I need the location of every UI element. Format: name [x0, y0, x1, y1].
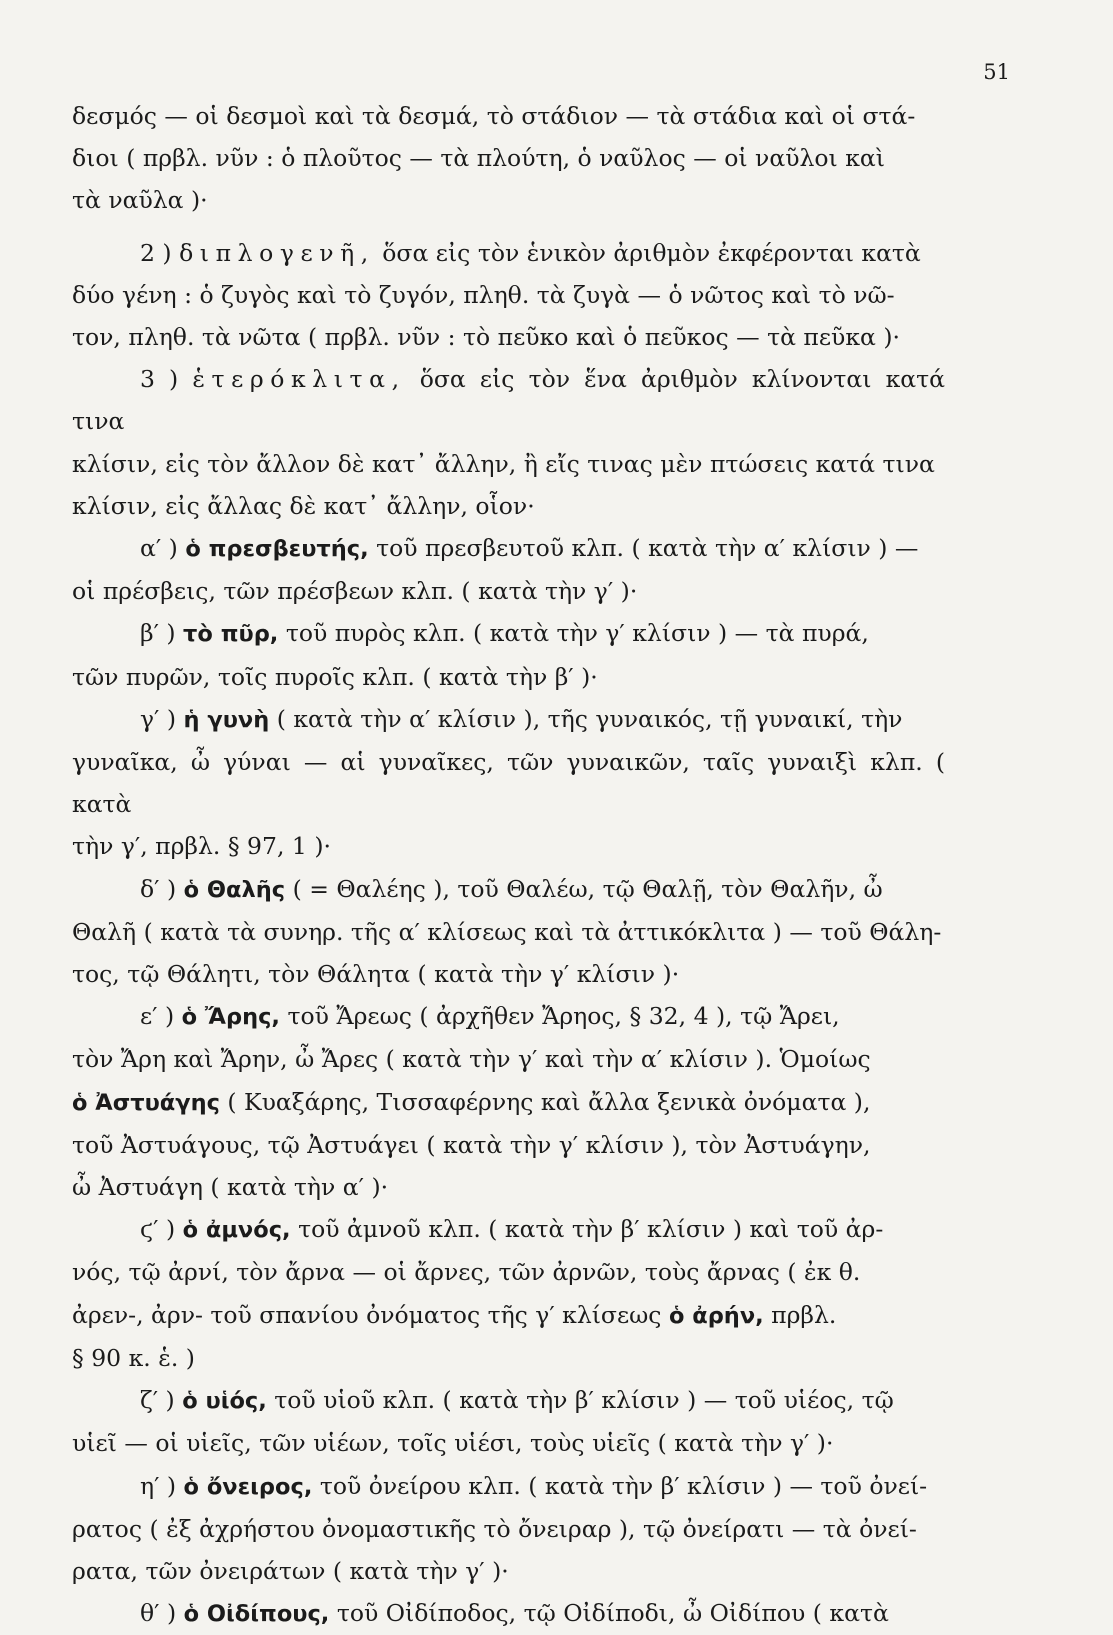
- text-line: ( = Θαλέης ), τοῦ Θαλέω, τῷ Θαλῇ, τὸν Θαλῆν, ὦ: [285, 874, 883, 903]
- entry-alpha: [72, 527, 945, 612]
- text-line: ρατα, τῶν ὀνειράτων ( κατὰ τὴν γ′ )·: [72, 1556, 509, 1585]
- entry-zeta: [72, 1379, 945, 1464]
- body-text: [72, 95, 945, 1635]
- text-line: τοῦ ἀμνοῦ κλπ. ( κατὰ τὴν β′ κλίσιν ) καὶ τοῦ ἀρ-: [290, 1215, 884, 1244]
- entry-eta: [72, 1465, 945, 1593]
- text-line: κλίσιν, εἰς τὸν ἄλλον δὲ κατ᾽ ἄλλην, ἢ εἴς τινας μὲν πτώσεις κατά τινα: [72, 449, 935, 478]
- entry-epsilon: [72, 995, 945, 1208]
- page-number: 51: [983, 60, 1010, 84]
- headword: ὁ Οἰδίπους,: [183, 1601, 330, 1628]
- text-line: ρατος ( ἐξ ἀχρήστου ὀνομαστικῆς τὸ ὄνειραρ ), τῷ ὀνείρατι — τὰ ὀνεί-: [72, 1514, 917, 1543]
- entry-label: α′ ): [140, 534, 178, 563]
- text-line: πρβλ.: [763, 1300, 837, 1329]
- entry-label: β′ ): [140, 619, 176, 648]
- text-line: § 90 κ. ἑ. ): [72, 1343, 195, 1372]
- text-line: κλίσιν, εἰς ἄλλας δὲ κατ᾽ ἄλλην, οἷον·: [72, 491, 535, 520]
- entry-label: γ′ ): [140, 704, 177, 733]
- text-line: τοῦ Οἰδίποδος, τῷ Οἰδίποδι, ὦ Οἰδίπου ( κατὰ: [329, 1599, 889, 1628]
- paragraph-diplogeni: [72, 232, 945, 359]
- text-line: τῶν πυρῶν, τοῖς πυροῖς κλπ. ( κατὰ τὴν β′ )·: [72, 662, 598, 691]
- headword: τὸ πῦρ,: [183, 621, 279, 648]
- entry-theta: [72, 1592, 945, 1635]
- text-line: τον, πληθ. τὰ νῶτα ( πρβλ. νῦν : τὸ πεῦκο καὶ ὁ πεῦκος — τὰ πεῦκα )·: [72, 323, 900, 352]
- text-line: τὴν γ′, πρβλ. § 97, 1 )·: [72, 832, 331, 861]
- text-line: υἱεῖ — οἱ υἱεῖς, τῶν υἱέων, τοῖς υἱέσι, τοὺς υἱεῖς ( κατὰ τὴν γ′ )·: [72, 1429, 834, 1458]
- text-line: τοῦ ὀνείρου κλπ. ( κατὰ τὴν β′ κλίσιν ) — τοῦ ὀνεί-: [312, 1471, 928, 1500]
- headword: ἡ γυνὴ: [183, 706, 270, 733]
- term-spaced: διπλογενῆ,: [179, 238, 375, 267]
- text-line: ὦ Ἀστυάγη ( κατὰ τὴν α′ )·: [72, 1173, 389, 1202]
- text-line: ( Κυαξάρης, Τισσαφέρνης καὶ ἄλλα ξενικὰ ὀνόματα ),: [219, 1087, 871, 1116]
- entry-gamma: [72, 698, 945, 868]
- text-line: τος, τῷ Θάλητι, τὸν Θάλητα ( κατὰ τὴν γ′ κλίσιν )·: [72, 960, 680, 989]
- text-line: τοῦ Ἀστυάγους, τῷ Ἀστυάγει ( κατὰ τὴν γ′ κλίσιν ), τὸν Ἀστυάγην,: [72, 1130, 871, 1159]
- text-line: δύο γένη : ὁ ζυγὸς καὶ τὸ ζυγόν, πληθ. τὰ ζυγὰ — ὁ νῶτος καὶ τὸ νῶ-: [72, 280, 895, 309]
- entry-label: ζ′ ): [140, 1386, 175, 1415]
- entry-delta: [72, 868, 945, 996]
- term-spaced: ἑτερόκλιτα,: [192, 365, 406, 394]
- text-line: δεσμός — οἱ δεσμοὶ καὶ τὰ δεσμά, τὸ στάδιον — τὰ στάδια καὶ οἱ στά-: [72, 102, 916, 130]
- text-line: τοῦ υἱοῦ κλπ. ( κατὰ τὴν β′ κλίσιν ) — τοῦ υἱέος, τῷ: [266, 1386, 894, 1415]
- entry-label: θ′ ): [140, 1599, 177, 1628]
- text-line: Θαλῆ ( κατὰ τὰ συνηρ. τῆς α′ κλίσεως καὶ τὰ ἀττικόκλιτα ) — τοῦ Θάλη-: [72, 917, 942, 946]
- entry-label: η′ ): [140, 1471, 177, 1500]
- entry-label: δ′ ): [140, 874, 177, 903]
- item-number: 2 ): [140, 238, 172, 267]
- headword: ὁ πρεσβευτής,: [185, 536, 369, 563]
- entry-beta: [72, 612, 945, 697]
- text-line: ὅσα εἰς τὸν ἕνα ἀριθμὸν κλίνονται κατά τινα: [72, 365, 945, 436]
- headword: ὁ Θαλῆς: [183, 876, 286, 903]
- paragraph-intro: [72, 95, 945, 222]
- text-line: γυναῖκα, ὦ γύναι — αἱ γυναῖκες, τῶν γυναικῶν, ταῖς γυναιξὶ κλπ. ( κατὰ: [72, 748, 945, 819]
- headword: ὁ ἀμνός,: [182, 1217, 291, 1244]
- headword: ὁ Ἄρης,: [181, 1004, 280, 1031]
- entry-stigma: [72, 1208, 945, 1379]
- text-line: ἀρεν-, ἀρν- τοῦ σπανίου ὀνόματος τῆς γ′ κλίσεως: [72, 1300, 669, 1329]
- headword: ὁ ἀρήν,: [668, 1302, 764, 1329]
- paragraph-heteroklita: [72, 358, 945, 527]
- text-line: νός, τῷ ἀρνί, τὸν ἄρνα — οἱ ἄρνες, τῶν ἀρνῶν, τοὺς ἄρνας ( ἐκ θ.: [72, 1258, 861, 1287]
- text-line: ὅσα εἰς τὸν ἑνικὸν ἀριθμὸν ἐκφέρονται κατὰ: [374, 238, 921, 267]
- headword: ὁ υἱός,: [182, 1388, 267, 1415]
- headword: ὁ ὄνειρος,: [183, 1473, 313, 1500]
- text-line: τοῦ πυρὸς κλπ. ( κατὰ τὴν γ′ κλίσιν ) — τὰ πυρά,: [278, 619, 869, 648]
- text-line: τοῦ πρεσβευτοῦ κλπ. ( κατὰ τὴν α′ κλίσιν ) —: [368, 534, 919, 563]
- entry-label: ϛ′ ): [140, 1215, 176, 1244]
- entry-label: ε′ ): [140, 1002, 175, 1031]
- text-line: διοι ( πρβλ. νῦν : ὁ πλοῦτος — τὰ πλούτη, ὁ ναῦλος — οἱ ναῦλοι καὶ: [72, 144, 885, 173]
- text-line: τὸν Ἄρη καὶ Ἄρην, ὦ Ἄρες ( κατὰ τὴν γ′ καὶ τὴν α′ κλίσιν ). Ὁμοίως: [72, 1045, 871, 1074]
- headword: ὁ Ἀστυάγης: [72, 1089, 220, 1116]
- item-number: 3 ): [140, 365, 179, 394]
- text-line: τὰ ναῦλα )·: [72, 186, 208, 215]
- text-line: οἱ πρέσβεις, τῶν πρέσβεων κλπ. ( κατὰ τὴν γ′ )·: [72, 577, 638, 606]
- text-line: τοῦ Ἄρεως ( ἀρχῆθεν Ἄρηος, § 32, 4 ), τῷ Ἄρει,: [279, 1002, 840, 1031]
- text-line: ( κατὰ τὴν α′ κλίσιν ), τῆς γυναικός, τῇ γυναικί, τὴν: [269, 704, 903, 733]
